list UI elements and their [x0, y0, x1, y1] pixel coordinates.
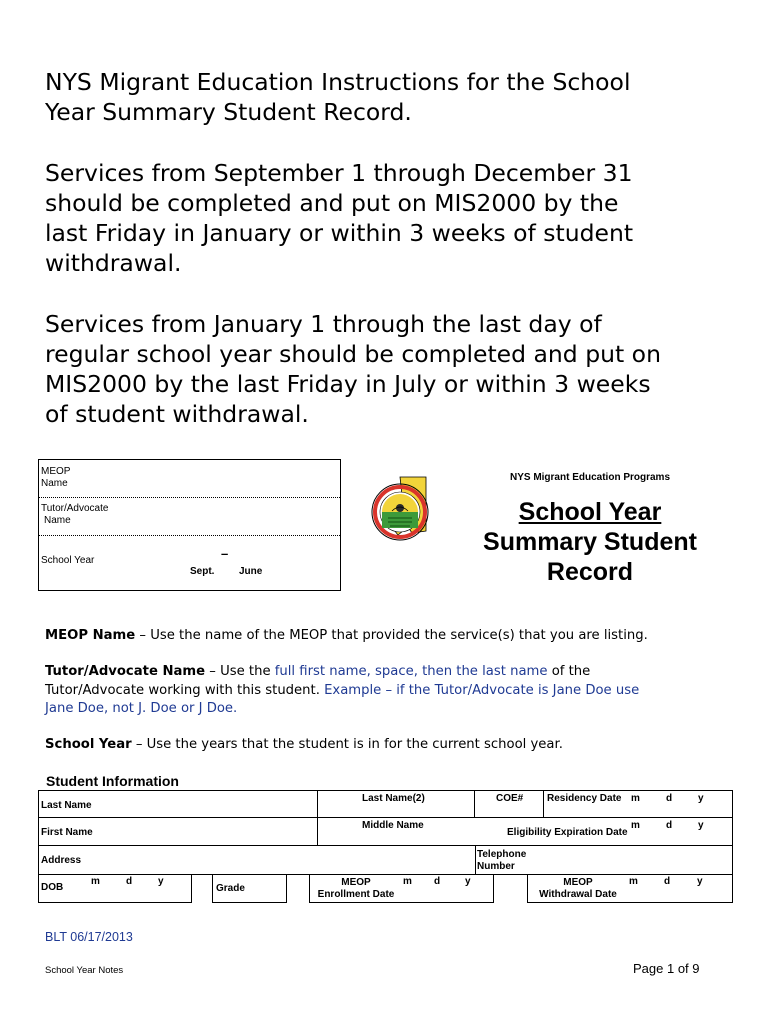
withdrawal-year-label: y	[697, 876, 703, 887]
form-title	[470, 497, 710, 587]
address-label: Address	[41, 855, 82, 866]
intro-line: of student withdrawal.	[45, 400, 309, 428]
form-header-box	[38, 459, 341, 591]
eligibility-month-label: m	[631, 820, 640, 831]
residency-day-label: d	[666, 793, 673, 804]
tutor-label-line: Tutor/Advocate	[41, 503, 109, 514]
enrollment-label-line: Enrollment Date	[317, 889, 395, 900]
tutor-instruction-example: Jane Doe, not J. Doe or J Doe.	[45, 701, 238, 716]
withdrawal-label-line: MEOP	[563, 877, 593, 888]
intro-paragraph-1	[45, 158, 633, 278]
form-title-line: Record	[546, 558, 634, 586]
tutor-instruction-text: of the	[547, 664, 591, 679]
divider	[39, 535, 340, 536]
sept-label: Sept.	[190, 566, 215, 577]
footer-notes: School Year Notes	[45, 965, 124, 976]
school-year-instruction-text: – Use the years that the student is in for the current school year.	[131, 737, 563, 752]
meop-name-instruction-label: MEOP Name	[45, 628, 136, 643]
tutor-instruction-highlight: full first name, space, then the last name	[274, 664, 548, 679]
divider	[39, 497, 340, 498]
intro-line: withdrawal.	[45, 249, 182, 277]
eligibility-day-label: d	[666, 820, 673, 831]
tutor-instruction-example: Example – if the Tutor/Advocate is Jane Doe use	[324, 682, 640, 698]
telephone-label-line: Telephone	[477, 849, 527, 860]
last-name-label: Last Name	[41, 800, 92, 811]
meop-label-line: Name	[41, 478, 68, 489]
intro-line: Services from September 1 through December 31	[45, 159, 633, 187]
form-title-line: Summary Student	[483, 528, 697, 556]
intro-heading-line: NYS Migrant Education Instructions for the School	[45, 68, 631, 96]
residency-month-label: m	[631, 793, 640, 804]
last-name2-label: Last Name(2)	[362, 793, 425, 804]
nys-migrant-logo	[368, 475, 433, 545]
telephone-label	[477, 849, 526, 873]
intro-paragraph-2	[45, 309, 661, 429]
form-title-line: School Year	[518, 498, 662, 526]
meop-name-label	[41, 466, 70, 490]
intro-line: last Friday in January or within 3 weeks of student	[45, 219, 634, 247]
tutor-name-label	[41, 503, 108, 527]
school-year-instruction	[45, 736, 563, 755]
middle-name-label: Middle Name	[362, 820, 424, 831]
dob-label: DOB	[41, 882, 64, 893]
enrollment-day-label: d	[434, 876, 441, 887]
intro-line: regular school year should be completed and put on	[45, 340, 661, 368]
residency-date-label: Residency Date	[547, 793, 622, 804]
enrollment-label-line: MEOP	[341, 877, 371, 888]
residency-year-label: y	[698, 793, 704, 804]
meop-name-instruction	[45, 627, 648, 646]
tutor-instruction-text: – Use the	[205, 664, 275, 679]
enrollment-date-label	[316, 877, 396, 901]
dash: –	[221, 546, 229, 561]
grade-label: Grade	[216, 883, 245, 894]
telephone-label-line: Number	[477, 861, 515, 872]
school-year-instruction-label: School Year	[45, 737, 132, 752]
school-year-label: School Year	[41, 555, 95, 566]
enrollment-year-label: y	[465, 876, 471, 887]
intro-heading-line: Year Summary Student Record.	[45, 98, 412, 126]
dob-month-label: m	[91, 876, 100, 887]
withdrawal-label-line: Withdrawal Date	[539, 889, 617, 900]
enrollment-month-label: m	[403, 876, 412, 887]
eligibility-date-label: Eligibility Expiration Date	[507, 827, 628, 838]
june-label: June	[239, 566, 263, 577]
programs-label: NYS Migrant Education Programs	[509, 472, 671, 483]
blt-date: BLT 06/17/2013	[45, 930, 133, 944]
tutor-instruction-text: Tutor/Advocate working with this student.	[45, 682, 325, 698]
withdrawal-day-label: d	[664, 876, 671, 887]
withdrawal-month-label: m	[629, 876, 638, 887]
first-name-label: First Name	[41, 827, 93, 838]
coe-label: COE#	[496, 793, 524, 804]
intro-line: should be completed and put on MIS2000 by the	[45, 189, 619, 217]
dob-day-label: d	[126, 876, 133, 887]
eligibility-year-label: y	[698, 820, 704, 831]
tutor-label-line: Name	[44, 515, 71, 526]
intro-line: MIS2000 by the last Friday in July or within 3 weeks	[45, 370, 651, 398]
student-info-title: Student Information	[46, 773, 179, 789]
tutor-instruction	[45, 663, 639, 719]
dob-year-label: y	[158, 876, 164, 887]
meop-name-instruction-text: – Use the name of the MEOP that provided the service(s) that you are listing.	[135, 628, 648, 643]
tutor-instruction-label: Tutor/Advocate Name	[45, 664, 206, 679]
intro-heading	[45, 67, 630, 127]
withdrawal-date-label	[532, 877, 624, 901]
address-cell[interactable]	[38, 845, 476, 875]
meop-label-line: MEOP	[41, 466, 71, 477]
intro-line: Services from January 1 through the last day of	[45, 310, 602, 338]
page-number: Page 1 of 9	[633, 961, 700, 976]
